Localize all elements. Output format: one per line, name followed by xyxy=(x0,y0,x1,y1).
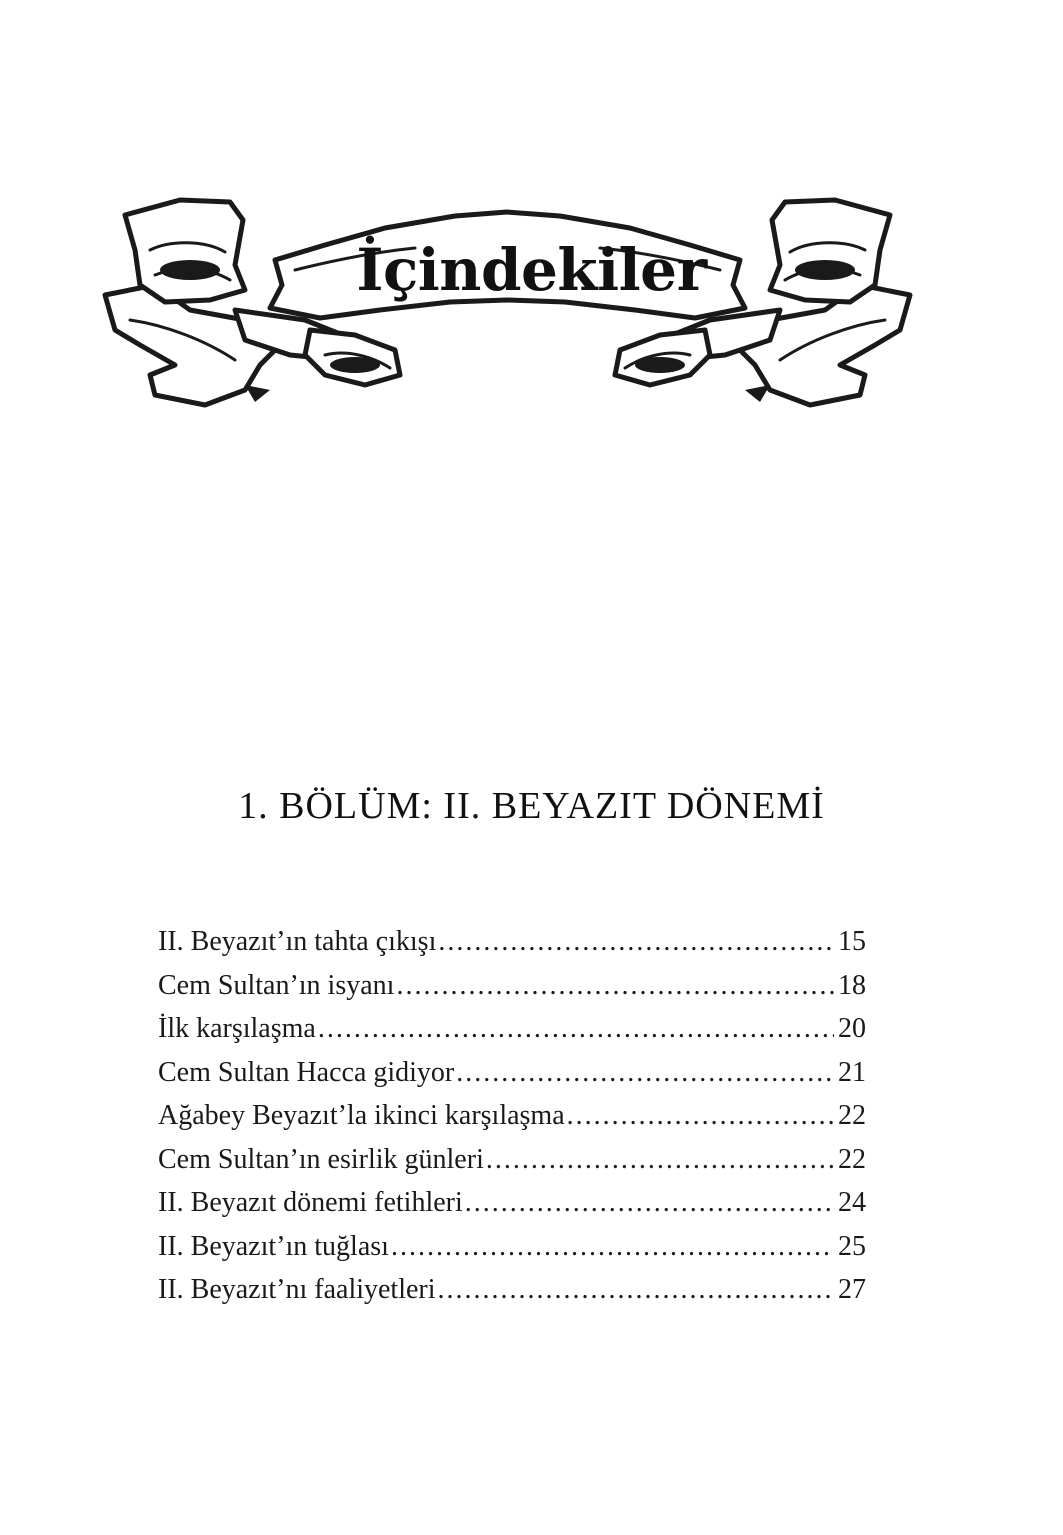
toc-entry-title: Cem Sultan Hacca gidiyor xyxy=(158,1056,455,1088)
toc-entry-title: Cem Sultan’ın isyanı xyxy=(158,969,395,1001)
toc-entry xyxy=(158,1138,866,1182)
dot-leader xyxy=(456,1051,834,1095)
toc-entry-title: II. Beyazıt dönemi fetihleri xyxy=(158,1187,463,1218)
table-of-contents xyxy=(158,920,866,1312)
toc-entry-title: İlk karşılaşma xyxy=(158,1013,316,1044)
toc-entry-title: II. Beyazıt’ın tahta çıkışı xyxy=(158,926,437,957)
toc-entry-page: 24 xyxy=(838,1187,866,1218)
toc-entry-title: Cem Sultan’ın esirlik günleri xyxy=(158,1143,484,1175)
toc-entry xyxy=(158,1007,866,1051)
toc-entry-title: II. Beyazıt’ın tuğlası xyxy=(158,1230,389,1262)
toc-entry-page: 18 xyxy=(838,969,866,1001)
toc-entry-page: 15 xyxy=(838,926,866,957)
dot-leader xyxy=(486,1138,834,1182)
toc-entry xyxy=(158,1181,866,1225)
dot-leader xyxy=(438,920,834,964)
dot-leader xyxy=(465,1181,834,1225)
toc-entry-page: 27 xyxy=(838,1274,866,1305)
toc-entry-page: 25 xyxy=(838,1230,866,1262)
toc-entry xyxy=(158,1094,866,1138)
page-title: İçindekiler xyxy=(356,236,707,304)
toc-entry xyxy=(158,1225,866,1269)
toc-entry-page: 21 xyxy=(838,1056,866,1088)
scroll-ribbon-illustration xyxy=(95,190,920,420)
dot-leader xyxy=(567,1094,834,1138)
dot-leader xyxy=(391,1225,834,1269)
scroll-ribbon-banner xyxy=(95,190,920,420)
dot-leader xyxy=(396,964,834,1008)
toc-entry xyxy=(158,920,866,964)
dot-leader xyxy=(438,1268,834,1312)
toc-entry-page: 22 xyxy=(838,1100,866,1131)
chapter-heading: 1. BÖLÜM: II. BEYAZIT DÖNEMİ xyxy=(238,785,825,827)
toc-entry-page: 20 xyxy=(838,1013,866,1044)
toc-entry-title: II. Beyazıt’nı faaliyetleri xyxy=(158,1274,436,1305)
toc-entry xyxy=(158,1051,866,1095)
toc-entry-page: 22 xyxy=(838,1143,866,1175)
dot-leader xyxy=(318,1007,834,1051)
toc-entry-title: Ağabey Beyazıt’la ikinci karşılaşma xyxy=(158,1100,565,1131)
toc-entry xyxy=(158,964,866,1008)
toc-entry xyxy=(158,1268,866,1312)
